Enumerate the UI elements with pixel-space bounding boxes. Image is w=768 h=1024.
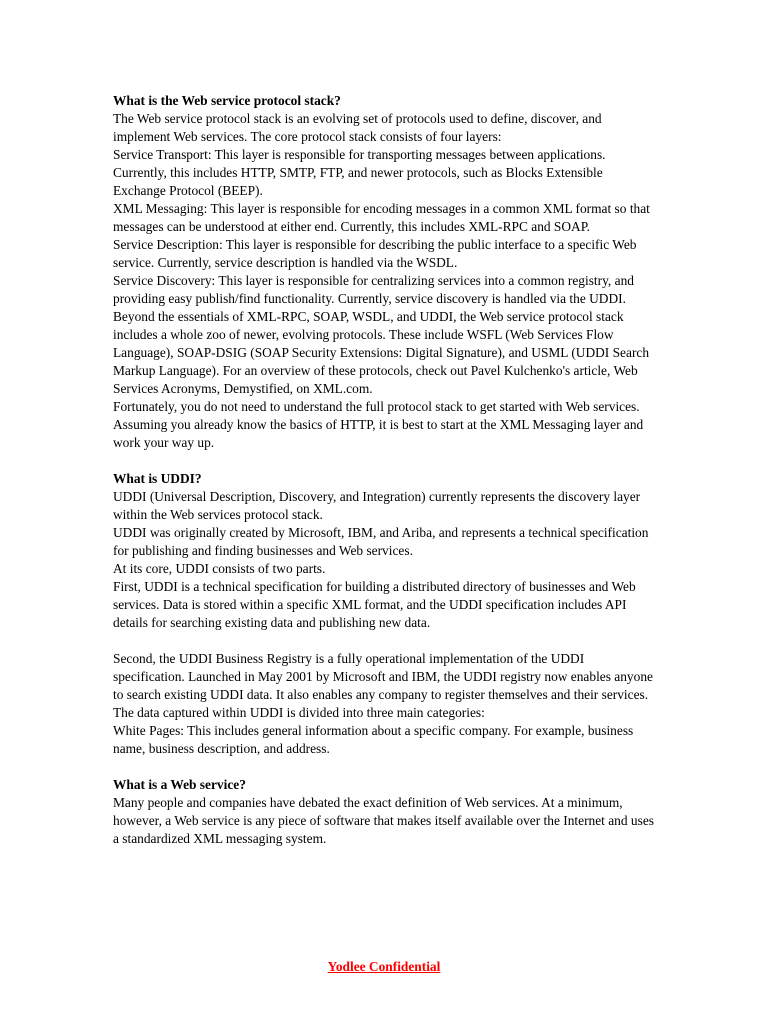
- paragraph: Service Description: This layer is responsible for describing the public interface to a specific Web service. Currently, service description is handled via the WSDL.: [113, 237, 637, 270]
- paragraph: At its core, UDDI consists of two parts.: [113, 561, 326, 576]
- paragraph: Fortunately, you do not need to understand the full protocol stack to get started with Web services. Assuming you already know the basics of HTTP, it is best to start at the XML Messaging layer and work your way up.: [113, 399, 644, 450]
- paragraph: UDDI was originally created by Microsoft, IBM, and Ariba, and represents a technical specification for publishing and finding businesses and Web services.: [113, 525, 649, 558]
- paragraph: Many people and companies have debated the exact definition of Web services. At a minimum, however, a Web service is any piece of software that makes itself available over the Internet and uses a standardized XML messaging system.: [113, 795, 654, 846]
- section-heading: What is UDDI?: [113, 471, 202, 486]
- blank-line: [113, 632, 658, 650]
- paragraph: XML Messaging: This layer is responsible for encoding messages in a common XML format so that messages can be understood at either end. Currently, this includes XML-RPC and SOAP.: [113, 201, 650, 234]
- section-heading: What is the Web service protocol stack?: [113, 93, 341, 108]
- paragraph: UDDI (Universal Description, Discovery, and Integration) currently represents the discovery layer within the Web services protocol stack.: [113, 489, 641, 522]
- paragraph: Second, the UDDI Business Registry is a fully operational implementation of the UDDI specification. Launched in May 2001 by Microsoft and IBM, the UDDI registry now enables anyone to search existing UDDI data. It also enables any company to register themselves and their services.: [113, 651, 653, 702]
- section-protocol-stack: [113, 92, 658, 452]
- document-body: [113, 92, 658, 866]
- paragraph: The Web service protocol stack is an evolving set of protocols used to define, discover, and implement Web services. The core protocol stack consists of four layers:: [113, 111, 602, 144]
- section-uddi: [113, 470, 658, 758]
- paragraph: White Pages: This includes general information about a specific company. For example, business name, business description, and address.: [113, 723, 634, 756]
- paragraph: Service Discovery: This layer is responsible for centralizing services into a common registry, and providing easy publish/find functionality. Currently, service discovery is handled via the UDDI.: [113, 273, 634, 306]
- paragraph: The data captured within UDDI is divided into three main categories:: [113, 705, 485, 720]
- section-heading: What is a Web service?: [113, 777, 246, 792]
- paragraph: Beyond the essentials of XML-RPC, SOAP, WSDL, and UDDI, the Web service protocol stack includes a whole zoo of newer, evolving protocols. These include WSFL (Web Services Flow Language), SOAP-DSIG (SOAP Security Extensions: Digital Signature), and USML (UDDI Search Markup Language). For an overview of these protocols, check out Pavel Kulchenko's article, Web Services Acronyms, Demystified, on XML.com.: [113, 309, 650, 396]
- footer-confidential: Yodlee Confidential: [327, 959, 441, 974]
- paragraph: Service Transport: This layer is responsible for transporting messages between applications. Currently, this includes HTTP, SMTP, FTP, and newer protocols, such as Blocks Extensible Exchange Protocol (BEEP).: [113, 147, 606, 198]
- paragraph: First, UDDI is a technical specification for building a distributed directory of businesses and Web services. Data is stored within a specific XML format, and the UDDI specification includes API details for searching existing data and publishing new data.: [113, 579, 636, 630]
- section-web-service: [113, 776, 658, 848]
